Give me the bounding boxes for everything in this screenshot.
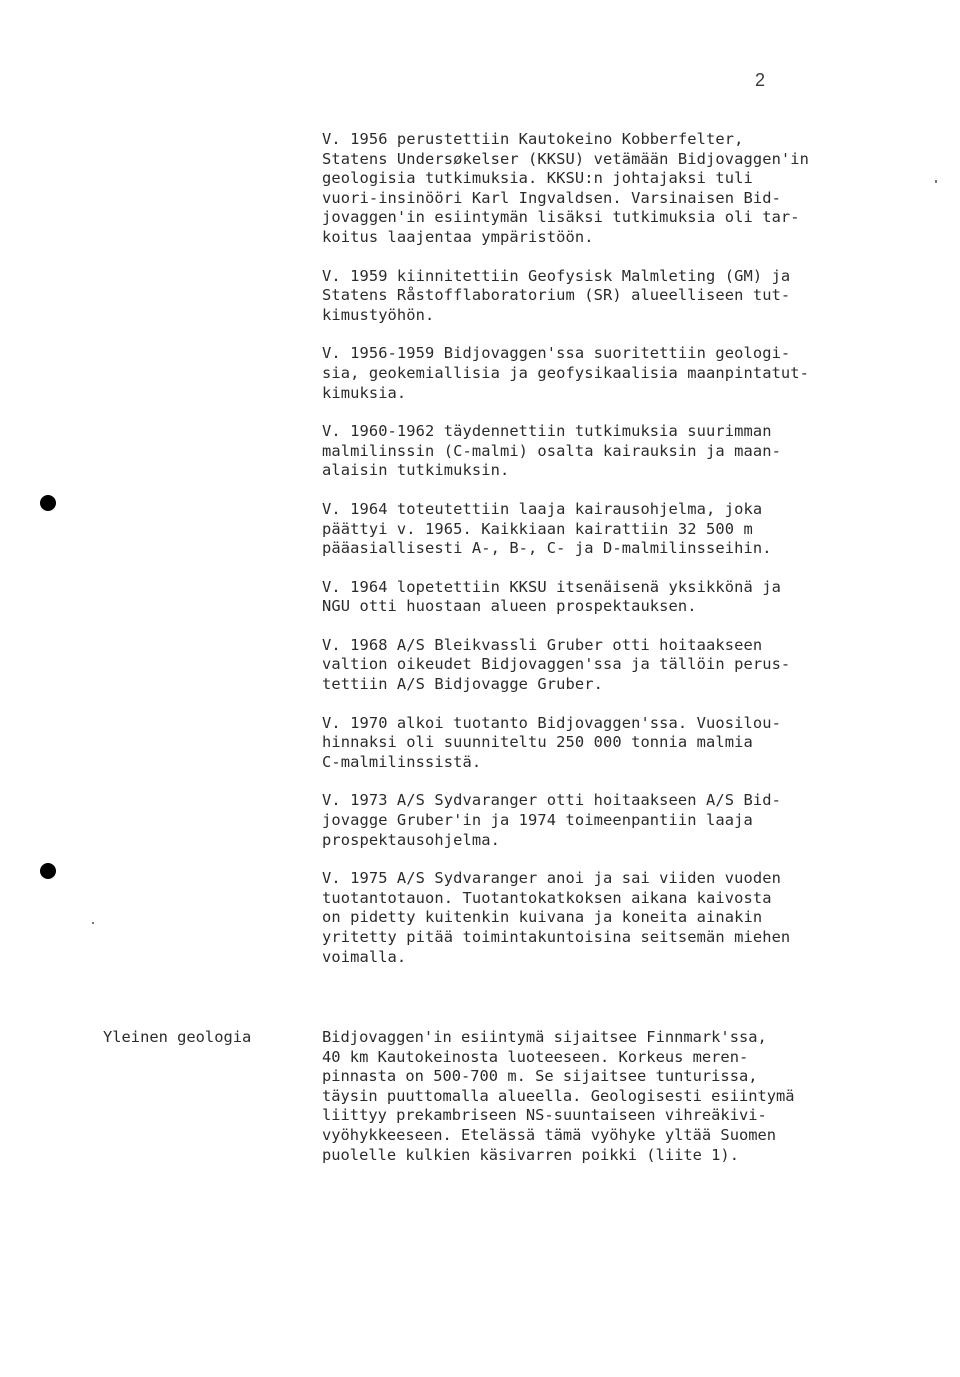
entry-1956-1959 [322, 344, 932, 403]
text-line: V. 1968 A/S Bleikvassli Gruber otti hoitaakseen [322, 635, 763, 654]
text-line: puolelle kulkien käsivarren poikki (liite 1). [322, 1145, 739, 1164]
text-line: päättyi v. 1965. Kaikkiaan kairattiin 32 500 m [322, 519, 753, 538]
page-number: 2 [755, 70, 766, 90]
text-line: sia, geokemiallisia ja geofysikaalisia maanpintatut- [322, 363, 810, 382]
text-line: V. 1960-1962 täydennettiin tutkimuksia suurimman [322, 422, 772, 441]
text-line: jovaggen'in esiintymän lisäksi tutkimuksia oli tar- [322, 208, 800, 227]
entry-1964-kksu [322, 578, 932, 617]
text-line: vyöhykkeeseen. Etelässä tämä vyöhyke yltää Suomen [322, 1125, 777, 1144]
text-line: V. 1970 alkoi tuotanto Bidjovaggen'ssa. Vuosilou- [322, 713, 781, 732]
text-line: 40 km Kautokeinosta luoteeseen. Korkeus meren- [322, 1047, 749, 1066]
entry-1973 [322, 791, 932, 850]
history-entries [322, 130, 932, 986]
section-body [322, 1028, 932, 1165]
text-line: malmilinssin (C-malmi) osalta kairauksin ja maan- [322, 441, 781, 460]
entry-1968 [322, 636, 932, 695]
text-line: V. 1956-1959 Bidjovaggen'ssa suoritettiin geologi- [322, 344, 791, 363]
text-line: alaisin tutkimuksin. [322, 461, 510, 480]
entry-1956 [322, 130, 932, 248]
text-line: V. 1964 lopetettiin KKSU itsenäisenä yksikkönä ja [322, 577, 781, 596]
text-line: tuotantotauon. Tuotantokatkoksen aikana kaivosta [322, 888, 772, 907]
text-line: V. 1956 perustettiin Kautokeino Kobberfelter, [322, 130, 744, 148]
text-line: voimalla. [322, 947, 407, 966]
text-line: tettiin A/S Bidjovagge Gruber. [322, 675, 603, 694]
text-line: on pidetty kuitenkin kuivana ja koneita ainakin [322, 908, 763, 927]
text-line: geologisia tutkimuksia. KKSU:n johtajaksi tuli [322, 169, 753, 188]
text-line: hinnaksi oli suunniteltu 250 000 tonnia malmia [322, 733, 753, 752]
section-heading: Yleinen geologia [103, 1028, 252, 1046]
text-line: Statens Råstofflaboratorium (SR) alueelliseen tut- [322, 286, 791, 305]
text-line: kimuksia. [322, 383, 407, 402]
text-line: V. 1959 kiinnitettiin Geofysisk Malmleting (GM) ja [322, 266, 791, 285]
entry-1959 [322, 267, 932, 326]
text-line: V. 1964 toteutettiin laaja kairausohjelma, joka [322, 499, 763, 518]
text-line: Statens Undersøkelser (KKSU) vetämään Bidjovaggen'in [322, 149, 810, 168]
entry-1975 [322, 869, 932, 967]
text-line: liittyy prekambriseen NS-suuntaiseen vihreäkivi- [322, 1106, 767, 1125]
text-line: koitus laajentaa ympäristöön. [322, 227, 594, 246]
punch-hole-mark [40, 495, 56, 511]
scan-speck [935, 180, 937, 183]
text-line: kimustyöhön. [322, 305, 435, 324]
entry-1964-drilling [322, 500, 932, 559]
text-line: C-malmilinssistä. [322, 752, 482, 771]
entry-1970 [322, 714, 932, 773]
text-line: Bidjovaggen'in esiintymä sijaitsee Finnmark'ssa, [322, 1028, 767, 1046]
text-line: NGU otti huostaan alueen prospektauksen. [322, 597, 697, 616]
text-line: yritetty pitää toimintakuntoisina seitsemän miehen [322, 928, 791, 946]
text-line: V. 1975 A/S Sydvaranger anoi ja sai viiden vuoden [322, 869, 781, 888]
scan-speck [92, 922, 94, 924]
text-line: jovagge Gruber'in ja 1974 toimeenpantiin laaja [322, 811, 753, 830]
entry-1960-1962 [322, 422, 932, 481]
text-line: pinnasta on 500-700 m. Se sijaitsee tunturissa, [322, 1067, 758, 1086]
text-line: prospektausohjelma. [322, 830, 500, 849]
text-line: vuori-insinööri Karl Ingvaldsen. Varsinaisen Bid- [322, 188, 781, 207]
text-line: valtion oikeudet Bidjovaggen'ssa ja tällöin perus- [322, 655, 791, 674]
text-line: täysin puuttomalla alueella. Geologisesti esiintymä [322, 1086, 795, 1105]
punch-hole-mark [40, 863, 56, 879]
text-line: V. 1973 A/S Sydvaranger otti hoitaakseen A/S Bid- [322, 791, 781, 810]
text-line: pääasiallisesti A-, B-, C- ja D-malmilinsseihin. [322, 539, 772, 558]
